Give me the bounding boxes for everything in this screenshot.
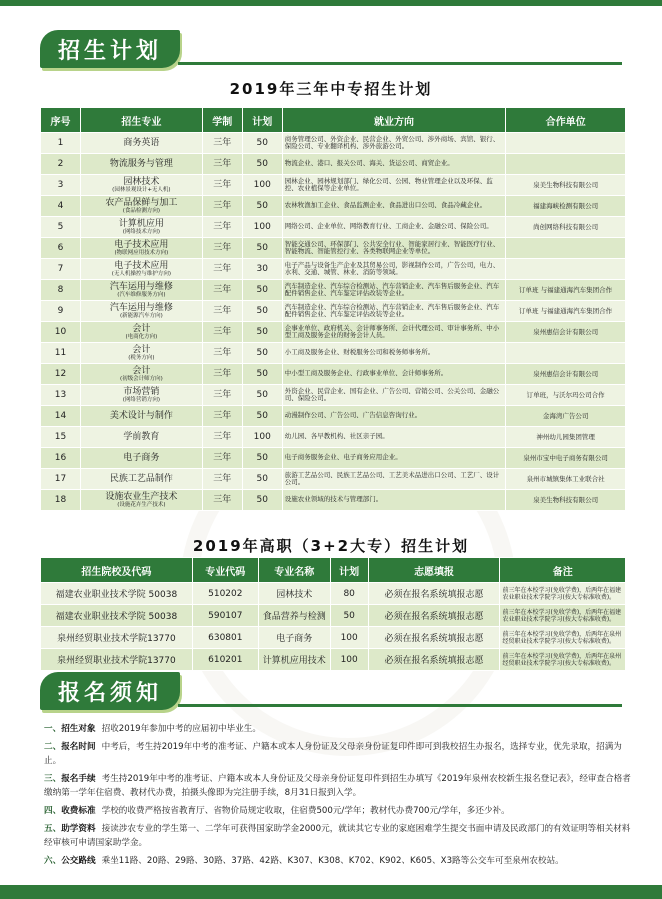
banner-underline — [178, 704, 622, 707]
cell-direction: 外资企业、民营企业、国有企业、广告公司、营销公司、公关公司、金融公司、保险公司。 — [282, 385, 505, 406]
table-row — [41, 217, 626, 238]
cell-plan: 50 — [242, 469, 282, 490]
cell-direction: 设施农业领域的技术与管理部门。 — [282, 490, 505, 511]
table-row — [41, 301, 626, 322]
major-name: 设施农业生产技术 — [105, 491, 178, 502]
major-name: 美术设计与制作 — [109, 410, 173, 421]
cell-major — [80, 364, 202, 385]
cell-years: 三年 — [202, 196, 242, 217]
note-item — [44, 772, 634, 800]
major-track: (设施花卉生产技术) — [117, 501, 166, 508]
cell-major — [80, 448, 202, 469]
note-number: 五、 — [44, 824, 62, 834]
cell-no: 2 — [41, 154, 81, 175]
table-row — [41, 154, 626, 175]
cell-major — [80, 301, 202, 322]
cell-major — [80, 427, 202, 448]
cell-no: 13 — [41, 385, 81, 406]
cell-plan: 50 — [242, 154, 282, 175]
table-row — [41, 427, 626, 448]
cell-years: 三年 — [202, 364, 242, 385]
cell-partner — [506, 238, 626, 259]
cell-plan: 50 — [242, 406, 282, 427]
major-track: (物联网应用技术方向) — [114, 249, 169, 256]
cell-partner: 神州幼儿园集团管理 — [506, 427, 626, 448]
cell-plan: 100 — [242, 217, 282, 238]
note-item — [44, 804, 634, 818]
header-major-name: 专业名称 — [258, 558, 330, 583]
cell-plan: 50 — [242, 301, 282, 322]
cell-years: 三年 — [202, 469, 242, 490]
cell-partner: 泉州惠信会计有限公司 — [506, 322, 626, 343]
major-name: 农产品保鲜与加工 — [105, 197, 178, 208]
major-track: (无人机操控与维护方向) — [111, 270, 172, 277]
major-track: (网络营销方向) — [122, 396, 161, 403]
cell-plan: 50 — [242, 385, 282, 406]
header-major-code: 专业代码 — [192, 558, 258, 583]
header-direction: 就业方向 — [282, 108, 505, 133]
banner-registration-notice: 报名须知 — [40, 672, 180, 710]
note-label: 招生对象 — [61, 724, 96, 734]
note-number: 一、 — [44, 724, 62, 734]
major-name: 会计 — [132, 344, 151, 355]
top-stripe — [0, 0, 662, 6]
cell-years: 三年 — [202, 322, 242, 343]
cell-years: 三年 — [202, 427, 242, 448]
table-header-row — [41, 558, 626, 583]
cell-years: 三年 — [202, 343, 242, 364]
note-item — [44, 854, 634, 868]
note-number: 三、 — [44, 774, 62, 784]
header-partner: 合作单位 — [506, 108, 626, 133]
cell-years: 三年 — [202, 280, 242, 301]
cell-major — [80, 175, 202, 196]
table-row — [41, 196, 626, 217]
cell-application: 必须在报名系统填报志愿 — [368, 605, 500, 627]
cell-years: 三年 — [202, 238, 242, 259]
cell-note: 前三年在本校学习(免收学费)，后两年在泉州经贸职业技术学院学习(按大专标准收费)。 — [500, 627, 626, 649]
note-text: 中考后，考生持2019年中考的准考证、户籍本或本人身份证及父母亲身份证复印件即可到我校招生办报名，选择专业，优先录取，招满为止。 — [44, 742, 622, 766]
major-name: 电子技术应用 — [114, 239, 169, 250]
table-row — [41, 175, 626, 196]
cell-note: 前三年在本校学习(免收学费)，后两年在福建农业职业技术学院学习(按大专标准收费)。 — [500, 605, 626, 627]
cell-no: 3 — [41, 175, 81, 196]
cell-major — [80, 280, 202, 301]
header-application: 志愿填报 — [368, 558, 500, 583]
major-name: 电子商务 — [123, 452, 160, 463]
cell-application: 必须在报名系统填报志愿 — [368, 627, 500, 649]
banner-enrollment-plan: 招生计划 — [40, 30, 180, 68]
cell-plan: 50 — [242, 490, 282, 511]
cell-plan: 50 — [330, 605, 368, 627]
cell-major — [80, 490, 202, 511]
table-row — [41, 406, 626, 427]
cell-partner — [506, 259, 626, 280]
cell-direction: 农林牧渔加工企业、食品监测企业、食品进出口公司、食品冷藏企业。 — [282, 196, 505, 217]
table-row — [41, 238, 626, 259]
major-name: 物流服务与管理 — [109, 158, 173, 169]
cell-years: 三年 — [202, 175, 242, 196]
cell-plan: 80 — [330, 583, 368, 605]
cell-plan: 100 — [242, 175, 282, 196]
cell-major-name: 食品营养与检测 — [258, 605, 330, 627]
cell-school: 泉州经贸职业技术学院13770 — [41, 627, 193, 649]
cell-direction: 汽车制造企业、汽车综合检测站、汽车营销企业、汽车售后服务企业、汽车配件销售企业、汽车鉴定评估改装等企业。 — [282, 301, 505, 322]
table-row — [41, 343, 626, 364]
cell-major-code: 590107 — [192, 605, 258, 627]
major-track: (网络技术方向) — [122, 228, 161, 235]
note-text: 招收2019年参加中考的应届初中毕业生。 — [101, 724, 261, 734]
note-item — [44, 722, 634, 736]
cell-no: 1 — [41, 133, 81, 154]
cell-plan: 50 — [242, 133, 282, 154]
cell-partner: 泉美生物科技有限公司 — [506, 175, 626, 196]
cell-no: 16 — [41, 448, 81, 469]
major-name: 学前教育 — [123, 431, 160, 442]
cell-partner: 订单班 与福建通海汽车集团合作 — [506, 280, 626, 301]
cell-plan: 50 — [242, 364, 282, 385]
header-no: 序号 — [41, 108, 81, 133]
header-major: 招生专业 — [80, 108, 202, 133]
title-higher-vocational-plan: 2019年高职（3+2大专）招生计划 — [192, 537, 470, 555]
cell-no: 10 — [41, 322, 81, 343]
cell-no: 8 — [41, 280, 81, 301]
major-name: 市场营销 — [123, 386, 160, 397]
cell-partner: 订单班，与沃尔玛公司合作 — [506, 385, 626, 406]
note-text: 乘坐11路、20路、29路、30路、37路、42路、K307、K308、K702、K902、K605、X3路等公交车可至泉州农校站。 — [101, 856, 564, 866]
cell-plan: 50 — [242, 448, 282, 469]
cell-major-name: 园林技术 — [258, 583, 330, 605]
cell-no: 4 — [41, 196, 81, 217]
cell-no: 6 — [41, 238, 81, 259]
major-name: 汽车运用与维修 — [109, 281, 173, 292]
cell-plan: 100 — [330, 649, 368, 671]
cell-partner: 泉州市宝中电子商务有限公司 — [506, 448, 626, 469]
cell-partner: 金海湾广告公司 — [506, 406, 626, 427]
cell-major-code: 610201 — [192, 649, 258, 671]
note-text: 接读涉农专业的学生第一、二学年可获得国家助学金2000元，就读其它专业的家庭困难学生提交书面申请及民政部门的有效证明等相关材料经审核可申请国家助学金。 — [44, 824, 631, 848]
cell-no: 9 — [41, 301, 81, 322]
cell-major — [80, 406, 202, 427]
major-track: (新能源汽车方向) — [119, 312, 163, 319]
cell-years: 三年 — [202, 133, 242, 154]
cell-school: 泉州经贸职业技术学院13770 — [41, 649, 193, 671]
cell-years: 三年 — [202, 301, 242, 322]
note-number: 二、 — [44, 742, 62, 752]
cell-plan: 50 — [242, 196, 282, 217]
header-school: 招生院校及代码 — [41, 558, 193, 583]
cell-partner — [506, 154, 626, 175]
cell-years: 三年 — [202, 385, 242, 406]
note-label: 公交路线 — [61, 856, 96, 866]
cell-plan: 50 — [242, 322, 282, 343]
cell-partner: 泉美生物科技有限公司 — [506, 490, 626, 511]
table-row — [41, 322, 626, 343]
cell-major-name: 电子商务 — [258, 627, 330, 649]
title-secondary-plan: 2019年三年中专招生计划 — [229, 80, 433, 98]
cell-years: 三年 — [202, 154, 242, 175]
cell-major — [80, 322, 202, 343]
cell-direction: 网络公司、企业单位、网络教育行业、工商企业、金融公司、保险公司。 — [282, 217, 505, 238]
cell-major — [80, 469, 202, 490]
banner-underline — [178, 62, 622, 65]
cell-major — [80, 343, 202, 364]
cell-major — [80, 238, 202, 259]
major-name: 园林技术 — [123, 176, 160, 187]
cell-direction: 物流企业、港口、报关公司、海关、货运公司、商贸企业。 — [282, 154, 505, 175]
cell-direction: 幼儿园、各早教机构、社区亲子园。 — [282, 427, 505, 448]
cell-direction: 小工商及服务企业、财税服务公司和税务师事务所。 — [282, 343, 505, 364]
table-header-row — [41, 108, 626, 133]
note-label: 报名时间 — [61, 742, 96, 752]
note-number: 四、 — [44, 806, 62, 816]
cell-major-code: 630801 — [192, 627, 258, 649]
major-name: 商务英语 — [123, 137, 160, 148]
table-row — [41, 259, 626, 280]
cell-plan: 50 — [242, 238, 282, 259]
cell-plan: 100 — [330, 627, 368, 649]
cell-plan: 100 — [242, 427, 282, 448]
cell-plan: 50 — [242, 343, 282, 364]
cell-direction: 智能交通公司、环保部门、公共安全行业、智能家居行业、智能医疗行业、智能物流、智能管控行业、各类物联网企业等单位。 — [282, 238, 505, 259]
header-years: 学制 — [202, 108, 242, 133]
cell-partner — [506, 343, 626, 364]
cell-major — [80, 133, 202, 154]
table-row — [41, 469, 626, 490]
cell-partner: 泉州惠信会计有限公司 — [506, 364, 626, 385]
table-row — [41, 280, 626, 301]
cell-major — [80, 196, 202, 217]
table-row — [41, 649, 626, 671]
major-track: (初级会计师方向) — [119, 375, 163, 382]
major-name: 会计 — [132, 323, 151, 334]
higher-vocational-plan-table — [40, 557, 626, 671]
cell-note: 前三年在本校学习(免收学费)，后两年在福建农业职业技术学院学习(按大专标准收费)。 — [500, 583, 626, 605]
cell-note: 前三年在本校学习(免收学费)，后两年在泉州经贸职业技术学院学习(按大专标准收费)。 — [500, 649, 626, 671]
cell-years: 三年 — [202, 448, 242, 469]
table-row — [41, 133, 626, 154]
cell-major — [80, 385, 202, 406]
note-label: 报名手续 — [61, 774, 96, 784]
header-plan: 计划 — [242, 108, 282, 133]
major-track: (食品检测方向) — [122, 207, 161, 214]
cell-no: 18 — [41, 490, 81, 511]
cell-major — [80, 217, 202, 238]
cell-direction: 中小型工商及服务企业、行政事业单位、会计师事务所。 — [282, 364, 505, 385]
cell-no: 7 — [41, 259, 81, 280]
table-row — [41, 605, 626, 627]
cell-partner — [506, 133, 626, 154]
major-track: (电商化方向) — [125, 333, 158, 340]
cell-major-name: 计算机应用技术 — [258, 649, 330, 671]
registration-notes — [44, 722, 634, 872]
cell-direction: 商务管理公司、外资企业、民营企业、外贸公司、涉外商场、宾馆、银行、保险公司、专业翻译机构、涉外旅游公司。 — [282, 133, 505, 154]
major-track: (税务方向) — [128, 354, 155, 361]
cell-direction: 企事业单位、政府机关、会计师事务所、会计代理公司、审计事务所、中小型工商及服务企业的财务会计人员。 — [282, 322, 505, 343]
note-number: 六、 — [44, 856, 62, 866]
cell-years: 三年 — [202, 259, 242, 280]
secondary-plan-table — [40, 107, 626, 511]
cell-no: 5 — [41, 217, 81, 238]
major-name: 汽车运用与维修 — [109, 302, 173, 313]
cell-school: 福建农业职业技术学院 50038 — [41, 605, 193, 627]
cell-no: 17 — [41, 469, 81, 490]
major-track: (园林景观设计+无人机) — [112, 186, 171, 193]
major-name: 会计 — [132, 365, 151, 376]
cell-partner: 泉州市城镇集体工业联合社 — [506, 469, 626, 490]
major-name: 电子技术应用 — [114, 260, 169, 271]
header-note: 备注 — [500, 558, 626, 583]
table-row — [41, 627, 626, 649]
major-name: 民族工艺品制作 — [109, 473, 173, 484]
cell-major — [80, 259, 202, 280]
table-row — [41, 364, 626, 385]
table-row — [41, 583, 626, 605]
cell-years: 三年 — [202, 490, 242, 511]
cell-years: 三年 — [202, 406, 242, 427]
cell-direction: 汽车制造企业、汽车综合检测站、汽车营销企业、汽车售后服务企业、汽车配件销售企业、汽车鉴定评估改装等企业。 — [282, 280, 505, 301]
note-label: 助学资料 — [61, 824, 96, 834]
cell-plan: 50 — [242, 280, 282, 301]
table-row — [41, 490, 626, 511]
bottom-stripe — [0, 885, 662, 899]
header-plan: 计划 — [330, 558, 368, 583]
note-item — [44, 740, 634, 768]
table-row — [41, 448, 626, 469]
cell-direction: 动漫制作公司、广告公司、广告信息咨询行业。 — [282, 406, 505, 427]
cell-application: 必须在报名系统填报志愿 — [368, 583, 500, 605]
cell-partner: 福建海峡检测有限公司 — [506, 196, 626, 217]
cell-no: 15 — [41, 427, 81, 448]
cell-direction: 旅游工艺品公司、民族工艺品公司、工艺美术品进出口公司、工艺厂、设计公司。 — [282, 469, 505, 490]
cell-no: 12 — [41, 364, 81, 385]
cell-direction: 园林企业、园林规划部门、绿化公司、公园、物业管理企业以及环保、监控、农业植保等企业单位。 — [282, 175, 505, 196]
cell-plan: 30 — [242, 259, 282, 280]
cell-no: 11 — [41, 343, 81, 364]
cell-years: 三年 — [202, 217, 242, 238]
cell-major — [80, 154, 202, 175]
note-item — [44, 822, 634, 850]
table-row — [41, 385, 626, 406]
cell-application: 必须在报名系统填报志愿 — [368, 649, 500, 671]
major-name: 计算机应用 — [118, 218, 164, 229]
cell-no: 14 — [41, 406, 81, 427]
note-label: 收费标准 — [61, 806, 96, 816]
cell-direction: 电子产品与设备生产企业及其贸易公司，影视制作公司，广告公司，电力、水利、交通、城管、林业、消防等领域。 — [282, 259, 505, 280]
cell-partner: 尚创网络科技有限公司 — [506, 217, 626, 238]
cell-major-code: 510202 — [192, 583, 258, 605]
note-text: 学校的收费严格按省教育厅、省物价局规定收取，住宿费500元/学年；教材代办费700元/学年，多还少补。 — [101, 806, 510, 816]
cell-partner: 订单班 与福建通海汽车集团合作 — [506, 301, 626, 322]
note-text: 考生持2019年中考的准考证、户籍本或本人身份证及父母亲身份证复印件到招生办填写《2019年泉州农校新生报名登记表》，经审查合格者缴纳第一学年住宿费、教材代办费，拍摄头像即为完注册手续，8月31日报到入学。 — [44, 774, 631, 798]
major-track: (汽车维修服务方向) — [117, 291, 166, 298]
cell-direction: 电子商务服务企业、电子商务应用企业。 — [282, 448, 505, 469]
cell-school: 福建农业职业技术学院 50038 — [41, 583, 193, 605]
